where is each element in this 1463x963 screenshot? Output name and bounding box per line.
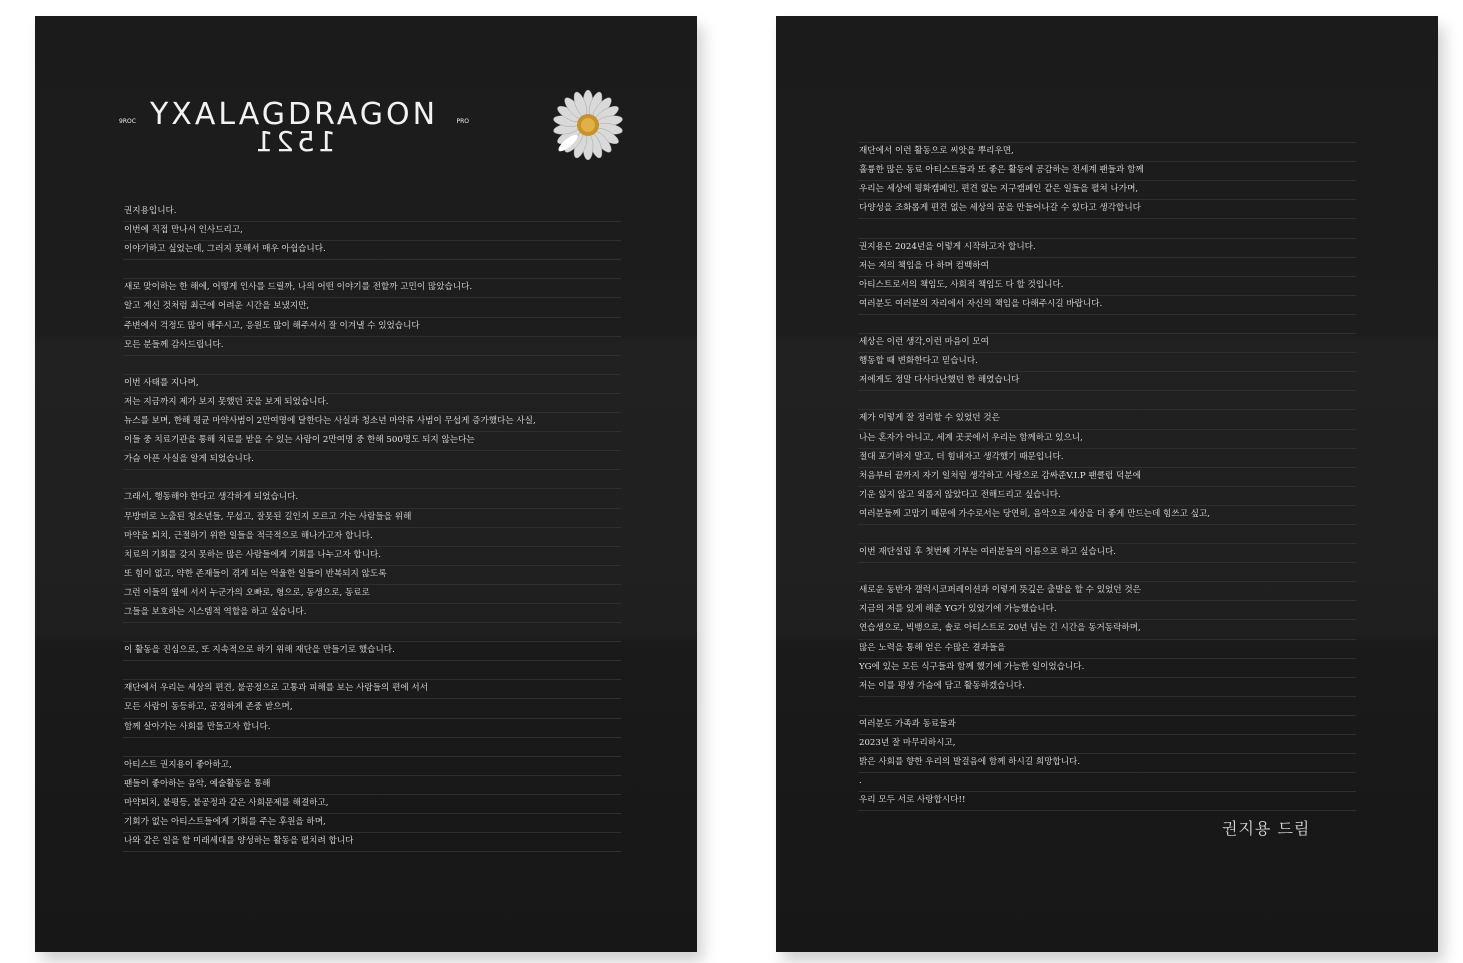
letter-line: 많은 노력을 통해 얻은 수많은 결과들을 <box>858 640 1356 659</box>
letter-line: 그들을 보호하는 시스템적 역할을 하고 싶습니다. <box>123 604 621 623</box>
letter-line <box>858 219 1356 238</box>
letter-line <box>858 525 1356 544</box>
letter-line: 저는 이를 평생 가슴에 담고 활동하겠습니다. <box>858 678 1356 697</box>
daisy-icon <box>553 90 623 160</box>
logo-suffix: PRO <box>456 118 469 125</box>
letter-line: 저는 지금까지 제가 보지 못했던 곳을 보게 되었습니다. <box>123 394 621 413</box>
letter-line: 훌륭한 많은 동료 아티스트들과 또 좋은 활동에 공감하는 전세계 팬들과 함께 <box>858 162 1356 181</box>
letter-line: 절대 포기하지 말고, 더 힘내자고 생각했기 때문입니다. <box>858 449 1356 468</box>
letter-line: 여러분들께 고맙기 때문에 가수로서는 당연히, 음악으로 세상을 더 좋게 만드는데 힘쓰고 싶고, <box>858 506 1356 525</box>
letter-line <box>123 661 621 680</box>
letter-line: 이번 사태를 지나며, <box>123 375 621 394</box>
letter-line: 다양성을 조화롭게 편견 없는 세상의 꿈을 만들어나갈 수 있다고 생각합니다 <box>858 200 1356 219</box>
letter-line: 재단에서 우리는 세상의 편견, 불공정으로 고통과 피해를 보는 사람들의 편에 서서 <box>123 680 621 699</box>
letter-line: 함께 살아가는 사회를 만들고자 합니다. <box>123 719 621 738</box>
letter-line: 지금의 저를 있게 해준 YG가 있었기에 가능했습니다. <box>858 601 1356 620</box>
letter-line: 새로운 동반자 갤럭시코퍼레이션과 이렇게 뜻깊은 출발을 할 수 있었던 것은 <box>858 582 1356 601</box>
letter-line: 가슴 아픈 사실을 알게 되었습니다. <box>123 451 621 470</box>
logo-name: YXALAGDRAGON <box>149 97 439 132</box>
letter-line: 기회가 없는 아티스트들에게 기회를 주는 후원을 하며, <box>123 814 621 833</box>
letter-line: 무방비로 노출된 청소년들, 무섭고, 잘못된 길인지 모르고 가는 사람들을 위해 <box>123 509 621 528</box>
letter-line: 기운 잃지 않고 외롭지 않았다고 전해드리고 싶습니다. <box>858 487 1356 506</box>
letter-line: 뉴스를 보며, 한해 평균 마약사범이 2만여명에 달한다는 사실과 청소년 마약류 사범이 무섭게 증가했다는 사실, <box>123 413 621 432</box>
letter-line <box>123 738 621 757</box>
letter-line: 모든 분들께 감사드립니다. <box>123 337 621 356</box>
letter-page-1 <box>35 16 697 952</box>
letter-line: 재단에서 이런 활동으로 씨앗을 뿌리우면, <box>858 143 1356 162</box>
letter-line: 저는 저의 책임을 다 하며 컴백하여 <box>858 258 1356 277</box>
letter-line: 마약을 퇴치, 근절하기 위한 일들을 적극적으로 해나가고자 합니다. <box>123 528 621 547</box>
letter-line: 제가 이렇게 잘 정리할 수 있었던 것은 <box>858 410 1356 429</box>
letter-line: 치료의 기회를 갖지 못하는 많은 사람들에게 기회를 나누고자 합니다. <box>123 547 621 566</box>
letter-line: . <box>858 773 1356 792</box>
letter-line: 또 힘이 없고, 약한 존재들이 겪게 되는 억울한 일들이 반복되지 않도록 <box>123 566 621 585</box>
letter-line <box>858 315 1356 334</box>
letter-line: 팬들이 좋아하는 음악, 예술활동을 통해 <box>123 776 621 795</box>
letter-line: YG에 있는 모든 식구들과 함께 했기에 가능한 일이었습니다. <box>858 659 1356 678</box>
letter-line: 마약퇴치, 불평등, 불공정과 같은 사회문제를 해결하고, <box>123 795 621 814</box>
logo-prefix: 9ROC <box>119 118 136 125</box>
letter-line: 모든 사람이 동등하고, 공정하게 존중 받으며, <box>123 699 621 718</box>
letter-line: 이들 중 치료기관을 통해 치료를 받을 수 있는 사람이 2만여명 중 한해 500명도 되지 않는다는 <box>123 432 621 451</box>
letter-line: 주변에서 걱정도 많이 해주시고, 응원도 많이 해주셔서 잘 이겨낼 수 있었습니다 <box>123 318 621 337</box>
letter-line: 처음부터 끝까지 자기 일처럼 생각하고 사랑으로 감싸준V.I.P 팬클럽 덕분에 <box>858 468 1356 487</box>
letter-line: 나는 혼자가 아니고, 세계 곳곳에서 우리는 함께하고 있으니, <box>858 430 1356 449</box>
letter-line: 아티스트 권지용이 좋아하고, <box>123 757 621 776</box>
letter-line: 새로 맞이하는 한 해에, 어떻게 인사를 드릴까, 나의 어떤 이야기를 전할까 고민이 많았습니다. <box>123 279 621 298</box>
letter-line: 저에게도 정말 다사다난했던 한 해였습니다 <box>858 372 1356 391</box>
letter-line: 권지용입니다. <box>123 203 621 222</box>
letter-line <box>123 470 621 489</box>
letter-line: 여러분도 가족과 동료들과 <box>858 716 1356 735</box>
letter-line: 밝은 사회를 향한 우리의 발걸음에 함께 하시길 희망합니다. <box>858 754 1356 773</box>
letter-line: 그래서, 행동해야 한다고 생각하게 되었습니다. <box>123 489 621 508</box>
galaxy-gdragon-logo <box>119 97 469 160</box>
letter-line: 권지용은 2024년을 이렇게 시작하고자 합니다. <box>858 239 1356 258</box>
letter-line <box>123 260 621 279</box>
letter-line <box>858 124 1356 143</box>
letter-body-page-1 <box>123 203 621 852</box>
letter-line <box>858 563 1356 582</box>
letter-page-2 <box>776 16 1438 952</box>
letter-line: 이야기하고 싶었는데, 그러지 못해서 매우 아쉽습니다. <box>123 241 621 260</box>
logo-number: 1521 <box>252 125 336 158</box>
letter-line: 세상은 이런 생각,이런 마음이 모여 <box>858 334 1356 353</box>
letter-body-page-2 <box>858 124 1356 811</box>
letter-line: 그런 이들의 옆에 서서 누군가의 오빠로, 형으로, 동생으로, 동료로 <box>123 585 621 604</box>
letter-line: 행동할 때 변화한다고 믿습니다. <box>858 353 1356 372</box>
letter-line <box>858 391 1356 410</box>
letter-line: 이번 재단설립 후 첫번째 기부는 여러분들의 이름으로 하고 싶습니다. <box>858 544 1356 563</box>
letter-line: 2023년 잘 마무리하시고, <box>858 735 1356 754</box>
letter-line: 알고 계신 것처럼 최근에 어려운 시간을 보냈지만, <box>123 298 621 317</box>
signature: 권지용 드림 <box>1222 819 1311 838</box>
letter-line <box>123 623 621 642</box>
letter-line: 우리는 세상에 평화캠페인, 편견 없는 지구캠페인 같은 일들을 펼쳐 나가며, <box>858 181 1356 200</box>
letter-line: 우리 모두 서로 사랑합시다!! <box>858 792 1356 811</box>
letter-line: 여러분도 여러분의 자리에서 자신의 책임을 다해주시길 바랍니다. <box>858 296 1356 315</box>
letter-line: 이번에 직접 만나서 인사드리고, <box>123 222 621 241</box>
letter-line <box>858 697 1356 716</box>
letter-line: 나와 같은 일을 할 미래세대를 양성하는 활동을 펼치려 합니다 <box>123 833 621 852</box>
letter-line: 이 활동을 진심으로, 또 지속적으로 하기 위해 재단을 만들기로 했습니다. <box>123 642 621 661</box>
letter-line: 아티스트로서의 책임도, 사회적 책임도 다 할 것입니다. <box>858 277 1356 296</box>
letter-line: 연습생으로, 빅뱅으로, 솔로 아티스트로 20년 넘는 긴 시간을 동거동락하며, <box>858 620 1356 639</box>
letter-line <box>123 356 621 375</box>
